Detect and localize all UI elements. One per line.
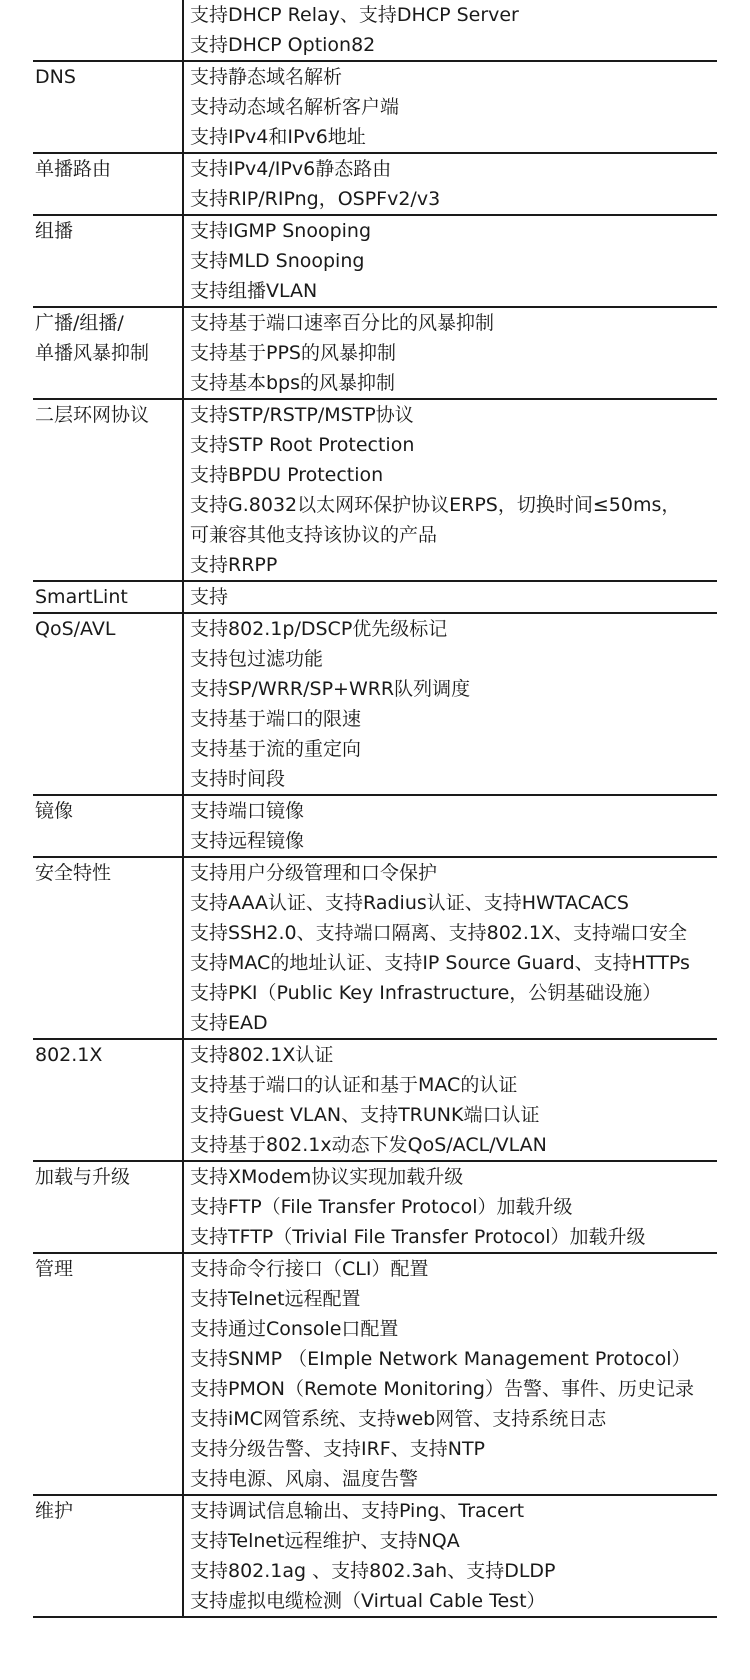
detail-line: 支持基于PPS的风暴抑制 bbox=[190, 342, 396, 364]
detail-line: 支持iMC网管系统、支持web网管、支持系统日志 bbox=[190, 1408, 607, 1430]
detail-line: 支持基于端口的限速 bbox=[190, 708, 362, 730]
detail-line: 支持基于802.1x动态下发QoS/ACL/VLAN bbox=[190, 1134, 547, 1156]
feature-cell bbox=[33, 0, 183, 61]
feature-cell bbox=[33, 613, 183, 795]
detail-line: 支持SNMP （EImple Network Management Protocol） bbox=[190, 1348, 691, 1370]
detail-cell bbox=[183, 1039, 717, 1161]
detail-line: 支持基于流的重定向 bbox=[190, 738, 362, 760]
spec-row bbox=[33, 1039, 717, 1161]
detail-line: 支持IPv4/IPv6静态路由 bbox=[190, 158, 392, 180]
detail-line: 支持RIP/RIPng，OSPFv2/v3 bbox=[190, 188, 441, 210]
feature-cell bbox=[33, 795, 183, 857]
feature-name: 单播风暴抑制 bbox=[35, 342, 150, 364]
spec-row bbox=[33, 795, 717, 857]
feature-cell bbox=[33, 1495, 183, 1617]
feature-name: SmartLint bbox=[35, 586, 128, 608]
spec-row bbox=[33, 1253, 717, 1495]
detail-line: 支持MLD Snooping bbox=[190, 250, 365, 272]
feature-cell bbox=[33, 581, 183, 613]
feature-cell bbox=[33, 307, 183, 399]
detail-line: 支持命令行接口（CLI）配置 bbox=[190, 1258, 429, 1280]
detail-line: 支持EAD bbox=[190, 1012, 268, 1034]
detail-line: 支持基于端口的认证和基于MAC的认证 bbox=[190, 1074, 518, 1096]
detail-line: 可兼容其他支持该协议的产品 bbox=[190, 524, 438, 546]
detail-line: 支持调试信息输出、支持Ping、Tracert bbox=[190, 1500, 525, 1522]
detail-cell bbox=[183, 1161, 717, 1253]
detail-line: 支持RRPP bbox=[190, 554, 278, 576]
spec-row bbox=[33, 61, 717, 153]
detail-line: 支持SSH2.0、支持端口隔离、支持802.1X、支持端口安全 bbox=[190, 922, 688, 944]
detail-line: 支持Telnet远程配置 bbox=[190, 1288, 361, 1310]
detail-line: 支持XModem协议实现加载升级 bbox=[190, 1166, 464, 1188]
detail-line: 支持STP/RSTP/MSTP协议 bbox=[190, 404, 414, 426]
detail-line: 支持802.1ag 、支持802.3ah、支持DLDP bbox=[190, 1560, 556, 1582]
detail-cell bbox=[183, 61, 717, 153]
feature-name: 802.1X bbox=[35, 1044, 103, 1066]
detail-cell bbox=[183, 399, 717, 581]
detail-line: 支持时间段 bbox=[190, 768, 286, 790]
detail-line: 支持远程镜像 bbox=[190, 830, 305, 852]
spec-row bbox=[33, 857, 717, 1039]
feature-cell bbox=[33, 857, 183, 1039]
detail-line: 支持STP Root Protection bbox=[190, 434, 415, 456]
feature-name: 广播/组播/ bbox=[35, 312, 124, 334]
detail-line: 支持MAC的地址认证、支持IP Source Guard、支持HTTPs bbox=[190, 952, 690, 974]
feature-name: 维护 bbox=[35, 1500, 74, 1522]
detail-line: 支持端口镜像 bbox=[190, 800, 305, 822]
feature-name: 安全特性 bbox=[35, 862, 112, 884]
detail-line: 支持通过Console口配置 bbox=[190, 1318, 399, 1340]
spec-table bbox=[33, 0, 717, 1618]
detail-line: 支持PMON（Remote Monitoring）告警、事件、历史记录 bbox=[190, 1378, 694, 1400]
feature-cell bbox=[33, 399, 183, 581]
detail-line: 支持DHCP Relay、支持DHCP Server bbox=[190, 4, 519, 26]
detail-line: 支持组播VLAN bbox=[190, 280, 318, 302]
spec-row bbox=[33, 215, 717, 307]
feature-cell bbox=[33, 61, 183, 153]
detail-line: 支持动态域名解析客户端 bbox=[190, 96, 400, 118]
feature-cell bbox=[33, 1039, 183, 1161]
feature-cell bbox=[33, 215, 183, 307]
feature-cell bbox=[33, 1253, 183, 1495]
detail-line: 支持电源、风扇、温度告警 bbox=[190, 1468, 419, 1490]
feature-name: 管理 bbox=[35, 1258, 74, 1280]
feature-cell bbox=[33, 153, 183, 215]
spec-table-body bbox=[33, 0, 717, 1617]
feature-name: 加载与升级 bbox=[35, 1166, 131, 1188]
detail-cell bbox=[183, 613, 717, 795]
feature-name: 单播路由 bbox=[35, 158, 112, 180]
detail-line: 支持基于端口速率百分比的风暴抑制 bbox=[190, 312, 495, 334]
detail-line: 支持用户分级管理和口令保护 bbox=[190, 862, 438, 884]
spec-row bbox=[33, 581, 717, 613]
detail-cell bbox=[183, 0, 717, 61]
spec-row bbox=[33, 0, 717, 61]
feature-name: 组播 bbox=[35, 220, 74, 242]
detail-line: 支持BPDU Protection bbox=[190, 464, 384, 486]
detail-line: 支持G.8032以太网环保护协议ERPS，切换时间≤50ms， bbox=[190, 494, 681, 516]
detail-line: 支持SP/WRR/SP+WRR队列调度 bbox=[190, 678, 471, 700]
detail-line: 支持分级告警、支持IRF、支持NTP bbox=[190, 1438, 486, 1460]
detail-line: 支持包过滤功能 bbox=[190, 648, 324, 670]
spec-row bbox=[33, 1161, 717, 1253]
detail-line: 支持 bbox=[190, 586, 229, 608]
feature-name: DNS bbox=[35, 66, 76, 88]
detail-cell bbox=[183, 1495, 717, 1617]
detail-cell bbox=[183, 1253, 717, 1495]
detail-line: 支持静态域名解析 bbox=[190, 66, 343, 88]
detail-cell bbox=[183, 215, 717, 307]
detail-cell bbox=[183, 857, 717, 1039]
detail-line: 支持DHCP Option82 bbox=[190, 34, 376, 56]
detail-cell bbox=[183, 307, 717, 399]
detail-line: 支持802.1p/DSCP优先级标记 bbox=[190, 618, 448, 640]
detail-line: 支持IGMP Snooping bbox=[190, 220, 372, 242]
spec-row bbox=[33, 307, 717, 399]
feature-cell bbox=[33, 1161, 183, 1253]
detail-cell bbox=[183, 153, 717, 215]
detail-cell bbox=[183, 581, 717, 613]
detail-line: 支持IPv4和IPv6地址 bbox=[190, 126, 366, 148]
detail-line: 支持基本bps的风暴抑制 bbox=[190, 372, 396, 394]
feature-name: 镜像 bbox=[35, 800, 74, 822]
spec-row bbox=[33, 153, 717, 215]
spec-row bbox=[33, 399, 717, 581]
detail-line: 支持PKI（Public Key Infrastructure，公钥基础设施） bbox=[190, 982, 662, 1004]
detail-line: 支持虚拟电缆检测（Virtual Cable Test） bbox=[190, 1590, 546, 1612]
feature-name: QoS/AVL bbox=[35, 618, 116, 640]
spec-row bbox=[33, 613, 717, 795]
feature-name: 二层环网协议 bbox=[35, 404, 150, 426]
detail-line: 支持Telnet远程维护、支持NQA bbox=[190, 1530, 460, 1552]
detail-line: 支持FTP（File Transfer Protocol）加载升级 bbox=[190, 1196, 573, 1218]
spec-row bbox=[33, 1495, 717, 1617]
detail-line: 支持AAA认证、支持Radius认证、支持HWTACACS bbox=[190, 892, 629, 914]
detail-line: 支持Guest VLAN、支持TRUNK端口认证 bbox=[190, 1104, 540, 1126]
detail-line: 支持TFTP（Trivial File Transfer Protocol）加载升级 bbox=[190, 1226, 646, 1248]
detail-cell bbox=[183, 795, 717, 857]
detail-line: 支持802.1X认证 bbox=[190, 1044, 334, 1066]
